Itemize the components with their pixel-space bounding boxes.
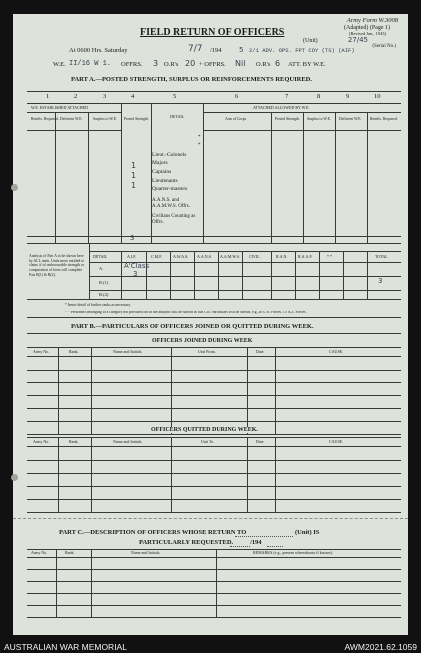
rank-majors: Majors: [152, 160, 168, 166]
part-c-header-name: Name and Initials.: [131, 550, 161, 555]
ors2-label: O.R's: [256, 61, 271, 68]
form-sheet: Army Form W.3008 (Adapted) (Page 1) (Revised Jan., 1943) 27/45 (Serial No.) FIELD RETURN OF OFFICERS At 0600 Hrs. Saturday 7/7 /194 5 2/1 ADV. OPS. FPT COY (TS) (AIF) (Unit) W.E. II/16 W 1. OFFRS. 3 O.R's 20 + OFFRS. Nil O.R's 6 ATT. BY W.E. PART A.—POSTED STRENGTH, SURPLUS OR REINFORCEMENTS REQUIRED. 1 2 3 4 5 6 7 8 9 10 W.E. ESTABLISHED ATTACHED ATTACHED ALLOWED BY W.E. DETAIL Reinfts. Required. Deficient W.E. Surplus to W.E. Posted Strength. Arm of Corps Posted Strength. Surplus to W.E. Deficient W.E. Reinfts. Required. * * Lieut.-Colonels Majors Captains Lieutenants Quarter-masters A.A.N.S. and A.A.M.W.S. Offrs. Civilians Counting as Offrs. 1 1 1 3 Analysis of Part A to be shown here by ALL units. Units more entitled to claim, if of unfavourable strength or computation of form will complete Part B(1) & B(2). DETAIL A.I.F. C.M.F. A.W.A.S. A.A.N.S. A.A.M.W.S. CIVIL. R.A.N. R.A.A.F. * * TOTAL A. B.(1) B.(2) A'Class 3 3 * Insert detail of further ranks as necessary. * * Personnel belonging to a category not provided for in the analysis will be shown in this Col. Particulars will be shown, e.g. 20 U.S. Forces. 15 N.Z. Forces. PART B.—PARTICULARS OF OFFICERS JOINED OR QUITTED DURING WEEK. OFFICERS JOINED DURING WEEK Army No. Rank. Name and Initials. Unit From. Date. CAUSE. OFFICERS QUITTED DURING WEEK. Army No. Rank. Name and Initials. Unit To. Date. CAUSE. PART C.—DESCRIPTION OF OFFICERS WHOSE RETURN TO (Unit) IS PARTICULARLY REQUESTED. /194 Army No. Rank. Name and Initials. REMARKS (e.g., present whereabouts if known).: [13, 14, 408, 635]
rank-quartermasters: Quarter-masters: [152, 186, 188, 192]
joined-header-name: Name and Initials.: [113, 349, 143, 354]
quitted-title: OFFICERS QUITTED DURING WEEK.: [151, 427, 258, 433]
rank-lieutenants: Lieutenants: [152, 178, 178, 184]
offrs2-label: + OFFRS.: [199, 61, 226, 68]
year-label: /194: [210, 47, 222, 54]
part-c-unit-label: (Unit) IS: [295, 529, 320, 536]
analysis-header: A.I.F.: [127, 254, 137, 259]
joined-header-cause: CAUSE.: [329, 349, 344, 354]
analysis-row-b1: B.(1): [99, 280, 109, 285]
joined-header-army-no: Army No.: [33, 349, 50, 354]
we-value: II/16 W 1.: [69, 60, 112, 68]
serial-label: (Serial No.): [372, 44, 396, 49]
return-date: 7/7: [188, 44, 203, 54]
analysis-header: CIVIL.: [249, 254, 261, 259]
quitted-header-rank: Rank.: [69, 439, 79, 444]
quitted-header-cause: CAUSE.: [329, 439, 344, 444]
revised-note: (Revised Jan., 1943): [349, 31, 386, 36]
col-number: 7: [285, 93, 289, 100]
joined-header-date: Date.: [256, 349, 265, 354]
col-header-surplus: Surplus to W.E.: [93, 117, 117, 121]
col-header-surplus2: Surplus to W.E.: [307, 117, 331, 121]
col-number: 9: [346, 93, 350, 100]
ors-label: O.R's: [164, 61, 179, 68]
analysis-total: 3: [378, 277, 383, 285]
ors-value: 20: [185, 59, 196, 68]
rank-aans: A.A.N.S. and A.A.M.W.S. Offrs.: [152, 198, 190, 209]
att-by-we-label: ATT. BY W.E.: [288, 61, 326, 68]
ors2-value: 6: [275, 59, 281, 68]
analysis-note: Analysis of Part A to be shown here by ALL units. Units more entitled to claim, if of unfavourable strength or computation of form will complete Part B(1) & B(2).: [29, 254, 85, 277]
posted-lieutenants: 1: [131, 181, 137, 190]
form-title: FIELD RETURN OF OFFICERS: [140, 27, 285, 38]
analysis-header: R.A.N.: [276, 254, 288, 259]
analysis-header: DETAIL: [93, 254, 108, 259]
col-number: 6: [235, 93, 239, 100]
col-number: 1: [46, 93, 50, 100]
part-c-header-army-no: Army No.: [31, 550, 48, 555]
year-digit: 5: [239, 46, 244, 54]
rank-captains: Captains: [152, 169, 172, 175]
analysis-row-a: A.: [99, 266, 104, 271]
part-a-title: PART A.—POSTED STRENGTH, SURPLUS OR REINFORCEMENTS REQUIRED.: [71, 76, 312, 83]
col-header-reinfts: Reinfts. Required.: [31, 117, 59, 121]
analysis-row-b2: B.(2): [99, 292, 109, 297]
col-number: 3: [103, 93, 107, 100]
posted-total: 3: [130, 234, 135, 242]
col-header-deficient2: Deficient W.E.: [339, 117, 362, 121]
col-number: 2: [74, 93, 78, 100]
analysis-header: * *: [327, 254, 332, 259]
part-c-title: PART C.—DESCRIPTION OF OFFICERS WHOSE RETURN TO: [59, 529, 247, 536]
at-hours-label: At 0600 Hrs. Saturday: [69, 47, 128, 54]
part-c-line2: PARTICULARLY REQUESTED.: [139, 539, 234, 546]
army-form-number: Army Form W.3008: [346, 17, 398, 24]
col-number: 10: [374, 93, 381, 100]
joined-header-unit-from: Unit From.: [198, 349, 216, 354]
rank-civilians: Civilians Counting as Offrs.: [152, 214, 196, 225]
part-b-title: PART B.—PARTICULARS OF OFFICERS JOINED OR QUITTED DURING WEEK.: [71, 323, 314, 330]
col-header-deficient: Deficient W.E.: [60, 117, 83, 121]
posted-majors: 1: [131, 161, 137, 170]
footer-institution: AUSTRALIAN WAR MEMORIAL: [4, 642, 127, 652]
footer-accession: AWM2021.62.1059: [344, 642, 417, 652]
analysis-header: A.W.A.S.: [173, 254, 189, 259]
we-label: W.E.: [53, 61, 66, 68]
part-c-header-rank: Rank.: [65, 550, 75, 555]
col-number: 4: [131, 93, 135, 100]
aif-class: A'Class: [124, 262, 150, 270]
col-header-posted: Posted Strength.: [124, 117, 149, 121]
we-attached-header: W.E. ESTABLISHED ATTACHED: [31, 105, 88, 110]
analysis-header: R.A.A.F.: [298, 254, 313, 259]
unit-typed: 2/1 ADV. OPS. FPT COY (TS) (AIF): [249, 47, 355, 54]
allowed-attached-header: ATTACHED ALLOWED BY W.E.: [253, 105, 310, 110]
serial-number-value: 27/45: [347, 36, 368, 44]
analysis-header: TOTAL: [375, 254, 388, 259]
adapted-note: (Adapted) (Page 1): [344, 25, 390, 31]
part-c-year: /194: [250, 539, 262, 546]
posted-captains: 1: [131, 171, 137, 180]
joined-title: OFFICERS JOINED DURING WEEK: [152, 338, 253, 344]
analysis-header: C.M.F.: [151, 254, 163, 259]
col-number: 5: [173, 93, 177, 100]
joined-header-rank: Rank.: [69, 349, 79, 354]
quitted-header-name: Name and Initials.: [113, 439, 143, 444]
part-c-header-remarks: REMARKS (e.g., present whereabouts if known).: [253, 550, 333, 555]
col-header-posted2: Posted Strength.: [275, 117, 300, 121]
col-header-reinfts2: Reinfts. Required.: [370, 117, 398, 121]
footnote-1: * Insert detail of further ranks as necessary.: [65, 303, 131, 307]
offrs-label: OFFRS.: [121, 61, 143, 68]
offrs2-value: Nil: [235, 59, 246, 68]
analysis-header: A.A.M.W.S.: [220, 254, 240, 259]
footnote-2: * * Personnel belonging to a category not provided for in the analysis will be shown in this Col. Particulars will be shown, e.g. 20 U.S. Forces. 15 N.Z. Forces.: [65, 311, 307, 314]
rank-lieut-colonels: Lieut.-Colonels: [152, 152, 187, 158]
detail-header: DETAIL: [170, 114, 185, 119]
col-number: 8: [317, 93, 321, 100]
unit-label: (Unit): [303, 38, 318, 44]
quitted-header-unit-to: Unit To.: [201, 439, 215, 444]
offrs-value: 3: [153, 59, 159, 68]
quitted-header-date: Date.: [256, 439, 265, 444]
analysis-header: A.A.N.S.: [197, 254, 212, 259]
aif-number: 3: [133, 270, 138, 278]
quitted-header-army-no: Army No.: [33, 439, 50, 444]
col-header-arm: Arm of Corps: [225, 117, 247, 121]
archive-footer: [0, 640, 421, 653]
